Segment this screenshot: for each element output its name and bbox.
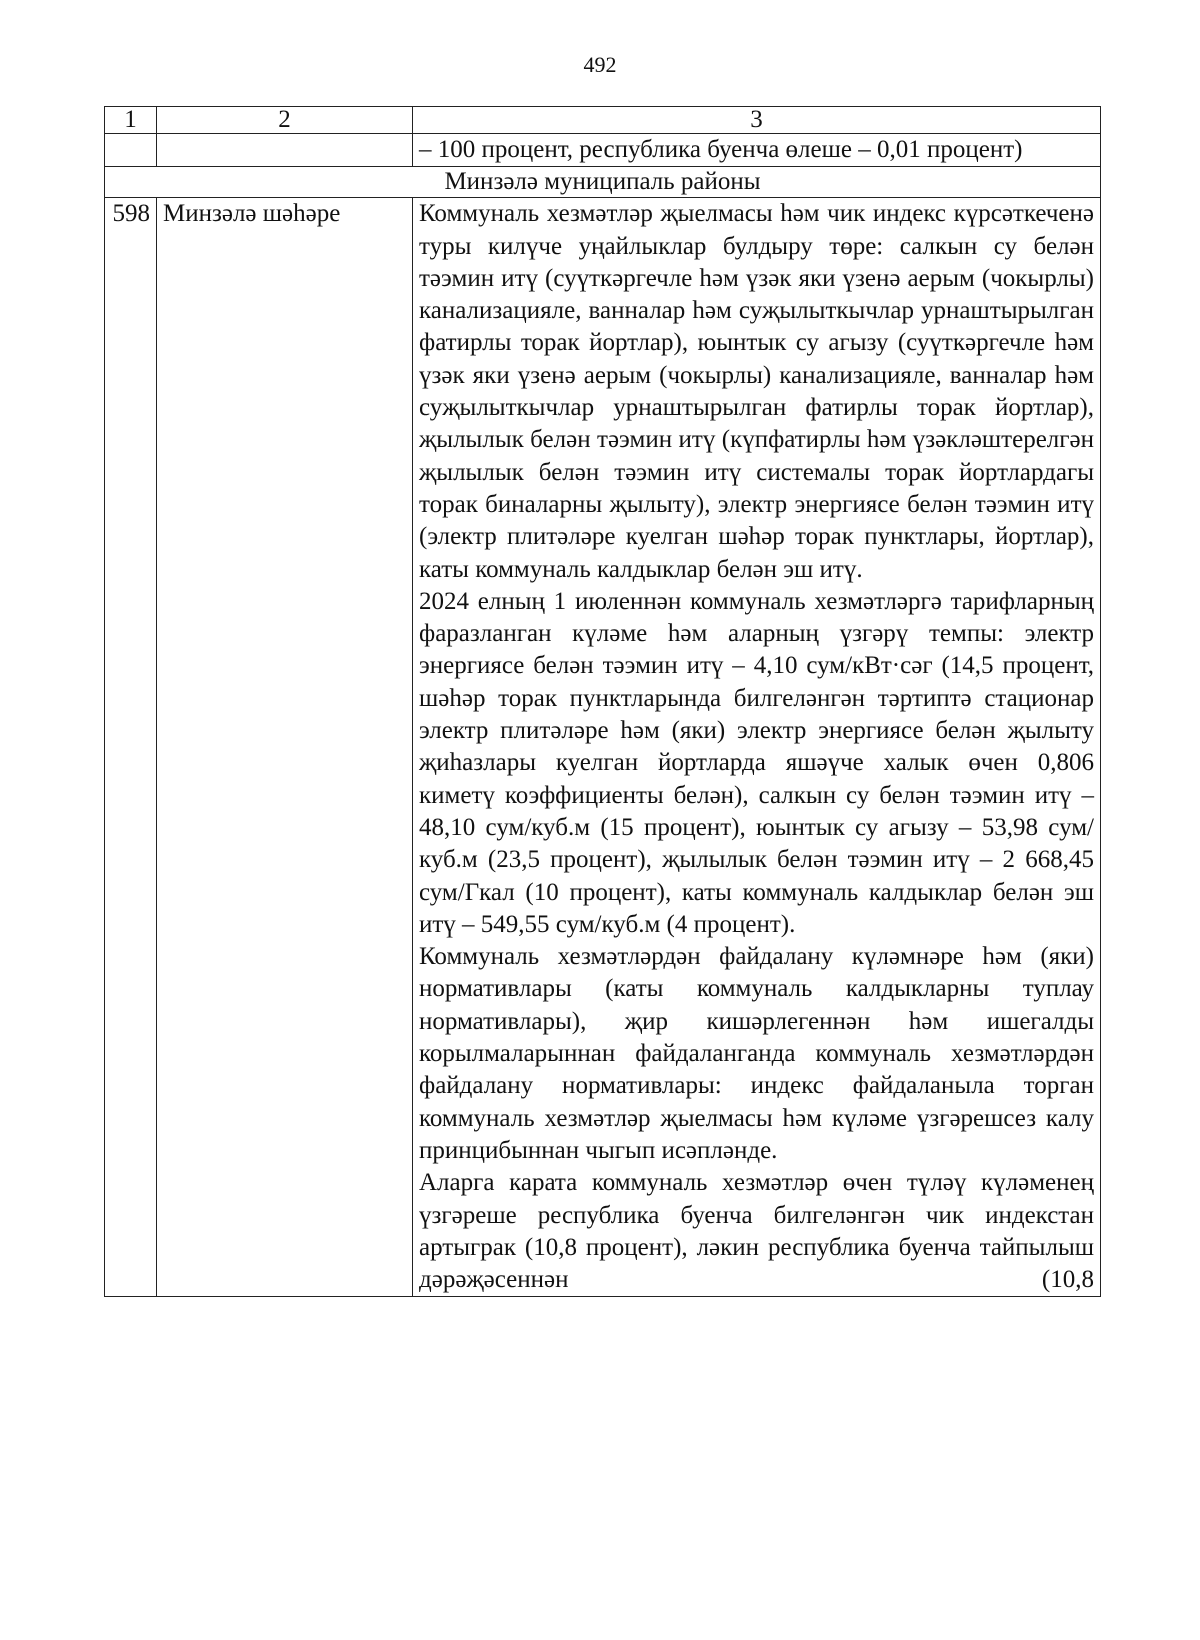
continuation-text: – 100 процент, республика буенча өлеше – 0,01 процент) (419, 136, 1023, 163)
paragraph-tariffs: 2024 елның 1 июленнән коммуналь хезмәтләргә тарифларның фаразланган күләме һәм аларның үзгәрү темпы: электр энергиясе белән тәэмин итү – 4,10 сум/кВт·сәг (14,5 процент, шәһәр торак пунктларында билгеләнгән тәртиптә стационар электр плитәләре һәм (яки) электр энергиясе белән җылыту җиһазлары куелган йортларда яшәүче халык өчен 0,806 киметү коэффициенты белән), салкын су белән тәэмин итү – 48,10 сум/куб.м (15 процент), юынтык су агызу – 53,98 сум/куб.м (23,5 процент), җылылык белән тәэмин итү – 2 668,45 сум/Гкал (10 процент), каты коммуналь калдыклар белән эш итү – 549,55 сум/куб.м (4 процент). (419, 587, 1094, 938)
page-number: 492 (583, 52, 617, 77)
table-row (105, 198, 1101, 1297)
paragraph-amenities: Коммуналь хезмәтләр җыелмасы һәм чик индекс күрсәткеченә туры килүче уңайлыклар булдыру төре: салкын су белән тәэмин итү (суүткәргечле һәм үзәк яки үзенә аерым (чокырлы) канализацияле, ванналар һәм суҗылыткычлар урнаштырылган фатирлы торак йортлар), юынтык су агызу (суүткәргечле һәм үзәк яки үзенә аерым (чокырлы) канализацияле, ванналар һәм суҗылыткычлар урнаштырылган фатирлы торак йортлар), җылылык белән тәэмин итү (күпфатирлы һәм үзәкләштерелгән җылылык белән тәэмин итү системалы торак йортлардагы торак биналарны җылыту), электр энергиясе белән тәэмин итү (электр плитәләре куелган шәһәр торак пунктлары, йортлар), каты коммуналь калдыклар белән эш итү. (419, 200, 1094, 583)
description-cell (413, 198, 1101, 1297)
continuation-cell-3 (413, 134, 1101, 167)
continuation-cell-1 (105, 134, 157, 167)
table-header-row (105, 107, 1101, 134)
section-row (105, 167, 1101, 198)
continuation-cell-2 (157, 134, 413, 167)
continuation-row (105, 134, 1101, 167)
paragraph-payment-change: Аларга карата коммуналь хезмәтләр өчен түләү күләменең үзгәреше республика буенча билгеләнгән чик индекстан артыграк (10,8 процент), ләкин республика буенча тайпылыш дәрәҗәсеннән (10,8 (419, 1169, 1094, 1294)
row-number: 598 (105, 198, 157, 1297)
settlement-name: Минзәлә шәһәре (157, 198, 413, 1297)
column-header-3: 3 (413, 107, 1101, 134)
column-header-1: 1 (105, 107, 157, 134)
column-header-2: 2 (157, 107, 413, 134)
section-title: Минзәлә муниципаль районы (105, 167, 1101, 198)
paragraph-norms: Коммуналь хезмәтләрдән файдалану күләмнәре һәм (яки) нормативлары (каты коммуналь калдыкларны туплау нормативлары), җир кишәрлегеннән һәм ишегалды корылмаларыннан файдаланганда коммуналь хезмәтләрдән файдалану нормативлары: индекс файдаланыла торган коммуналь хезмәтләр җыелмасы һәм күләме үзгәрешсез калу принцибыннан чыгып исәпләнде. (419, 943, 1094, 1164)
tariff-table (104, 106, 1101, 1297)
